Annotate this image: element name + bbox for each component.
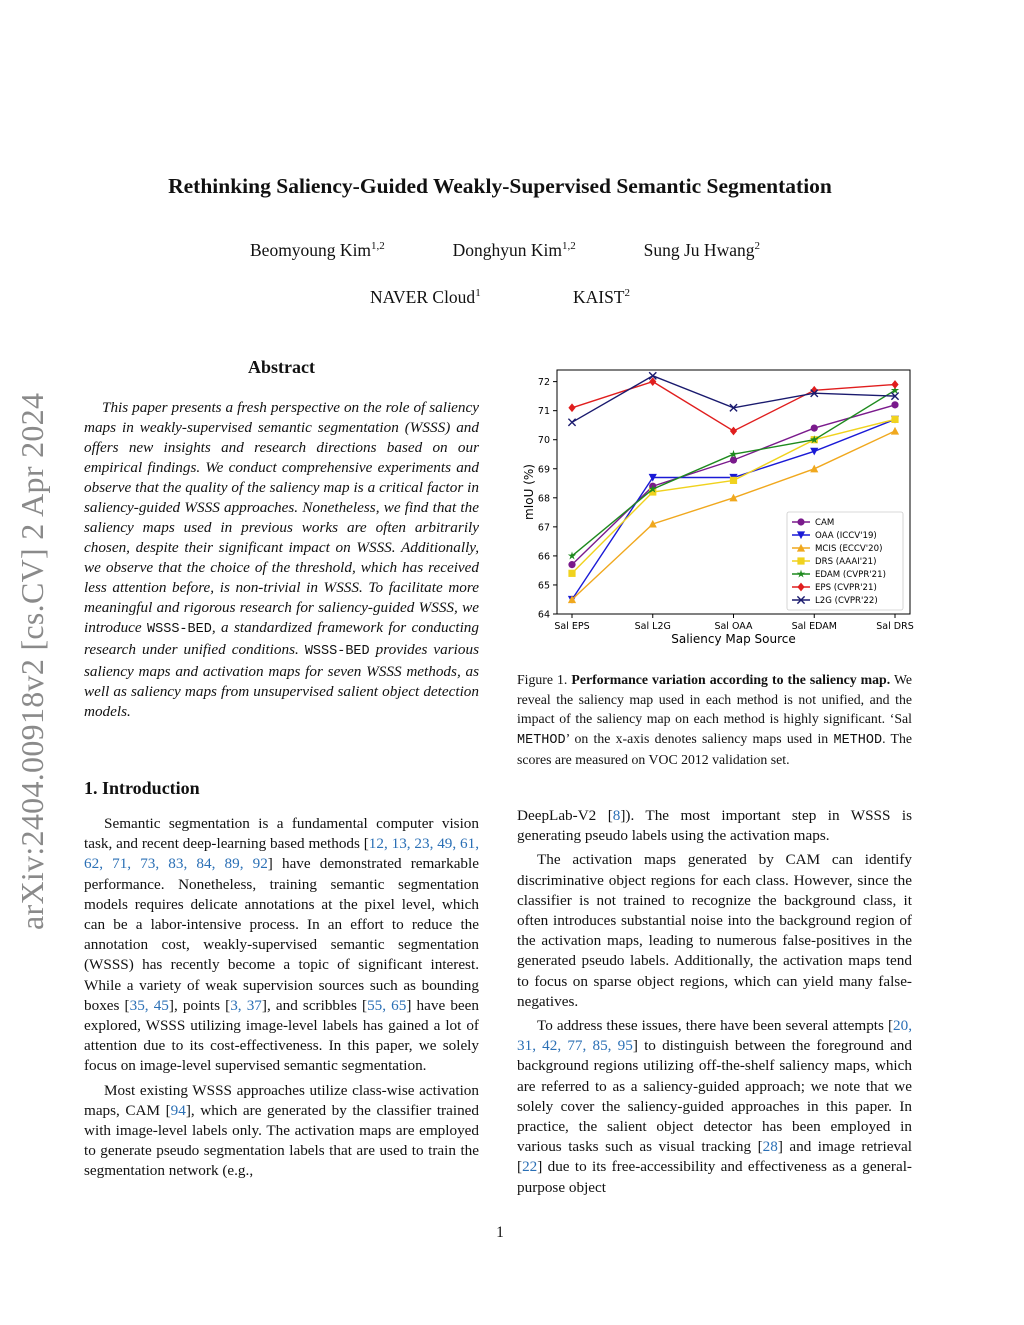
- citation-link[interactable]: 28: [762, 1138, 778, 1156]
- citation-link[interactable]: 12, 13, 23, 49, 61, 62, 71, 73, 83, 84, 89, 92: [84, 835, 479, 873]
- legend-entry: MCIS (ECCV'20): [815, 544, 883, 555]
- data-point-series-6: [568, 419, 575, 426]
- citation-link[interactable]: 20, 31, 42, 77, 85, 95: [517, 1017, 912, 1055]
- y-tick-label: 69: [537, 464, 550, 476]
- right-paragraph-2: The activation maps generated by CAM can identify discriminative object regions for each class. However, since the classifier is not trained to recognize the background class, it often introduces substantial noise into the background region of the activation maps, leading to numerous false-positives in the generated pseudo labels. Additionally, the activation maps tend to focus on sparse object regions, which can yield many false-negatives.: [517, 851, 912, 1010]
- y-tick-label: 66: [537, 551, 550, 563]
- legend-marker: [797, 518, 804, 525]
- paper-title: Rethinking Saliency-Guided Weakly-Supervised Semantic Segmentation: [168, 174, 832, 198]
- legend-entry: DRS (AAAI'21): [815, 557, 877, 568]
- right-paragraph-3: To address these issues, there have been several attempts [20, 31, 42, 77, 85, 95] to distinguish between the foreground and background regions utilizing off-the-shelf saliency maps, which are referred to as a saliency-guided approach; we note that we solely cover the saliency-guided approaches in this paper. In practice, the salient object detector has been employed in various tasks such as visual tracking [28] and image retrieval [22] due to its free-accessibility and effectiveness as a general-purpose object: [517, 1017, 912, 1196]
- affiliation-1: NAVER Cloud$^1$: [370, 287, 481, 307]
- x-tick-label: Sal EPS: [554, 621, 590, 632]
- y-tick-label: 68: [537, 493, 550, 505]
- legend-entry: L2G (CVPR'22): [815, 596, 878, 607]
- affiliation-2: KAIST$^2$: [572, 287, 630, 307]
- data-point-series-5: [568, 403, 575, 412]
- y-tick-label: 71: [537, 406, 550, 418]
- legend-entry: CAM: [815, 518, 835, 529]
- data-point-series-3: [891, 416, 898, 423]
- author-2: Donghyun Kim$^{1,2}$: [452, 240, 576, 260]
- data-point-series-2: [729, 494, 737, 502]
- data-point-series-5: [730, 427, 737, 436]
- x-tick-label: Sal EDAM: [791, 621, 837, 632]
- data-point-series-0: [730, 456, 737, 463]
- x-tick-label: Sal DRS: [876, 621, 914, 632]
- left-column-body: [84, 814, 479, 1186]
- citation-link[interactable]: 94: [170, 1101, 186, 1119]
- legend-entry: OAA (ICCV'19): [815, 531, 877, 542]
- x-tick-label: Sal L2G: [634, 621, 671, 632]
- saliency-line-chart: [517, 362, 917, 652]
- page-number: 1: [496, 1224, 504, 1241]
- abstract-text: This paper presents a fresh perspective on the role of saliency maps in weakly-supervised semantic segmentation (WSSS) and offers new insights and research directions based on our empirical findings. We conduct comprehensive experiments and observe that the quality of the saliency map is a critical factor in saliency-guided WSSS approaches. Nonetheless, we find that the saliency maps used in previous works are often arbitrarily chosen, despite their significant impact on WSSS. Additionally, we observe that the choice of the threshold, which has received less attention before, is non-trivial in WSSS. To facilitate more meaningful and rigorous research for saliency-guided WSSS, we introduce WSSS-BED, a standardized framework for conducting research under unified conditions. WSSS-BED provides various saliency maps and activation maps for seven WSSS methods, as well as saliency maps from unsupervised salient object detection models.: [84, 399, 479, 720]
- citation-link[interactable]: 22: [522, 1158, 538, 1176]
- data-point-series-2: [810, 465, 818, 473]
- data-point-series-5: [891, 380, 898, 389]
- citation-link[interactable]: 3, 37: [230, 996, 262, 1014]
- citation-link[interactable]: 8: [612, 807, 621, 824]
- legend-marker: [797, 557, 804, 564]
- affiliation-list: [370, 287, 630, 308]
- figure-caption: Figure 1. Performance variation according to the saliency map. We reveal the saliency map used in each method is not unified, and the impact of the saliency map on each method is highly significant. ‘Sal METHOD’ on the x-axis denotes saliency maps used in METHOD. The scores are measured on VOC 2012 validation set.: [517, 672, 912, 768]
- intro-paragraph-2: Most existing WSSS approaches utilize class-wise activation maps, CAM [94], which are generated by the classifier trained with image-level labels only. The activation maps are employed to generate pseudo segmentation labels that are used to train the segmentation network (e.g.,: [84, 1081, 479, 1180]
- y-tick-label: 72: [537, 377, 550, 389]
- y-tick-label: 67: [537, 522, 550, 534]
- citation-link[interactable]: 35, 45: [129, 996, 169, 1014]
- legend-entry: EDAM (CVPR'21): [815, 570, 886, 581]
- data-point-series-2: [891, 427, 899, 435]
- data-point-series-3: [568, 570, 575, 577]
- y-tick-label: 70: [537, 435, 550, 447]
- section-heading-introduction: 1. Introduction: [84, 778, 200, 798]
- author-list: [250, 240, 760, 261]
- y-tick-label: 64: [537, 609, 550, 621]
- x-axis-label: Saliency Map Source: [671, 632, 796, 646]
- legend-entry: EPS (CVPR'21): [815, 583, 877, 594]
- data-point-series-0: [811, 424, 818, 431]
- y-axis-label: mIoU (%): [522, 464, 536, 520]
- data-point-series-0: [568, 561, 575, 568]
- citation-link[interactable]: 55, 65: [367, 996, 407, 1014]
- author-1: Beomyoung Kim$^{1,2}$: [250, 240, 385, 260]
- abstract-heading: Abstract: [248, 357, 315, 377]
- right-paragraph-1: DeepLab-V2 [8]). The most important step in WSSS is generating pseudo labels using the activation maps.: [517, 807, 912, 845]
- series-line-5: [572, 382, 895, 431]
- right-column-body: [517, 806, 912, 1202]
- intro-paragraph-1: Semantic segmentation is a fundamental computer vision task, and recent deep-learning based methods [12, 13, 23, 49, 61, 62, 71, 73, 83, 84, 89, 92] have demonstrated remarkable performance. Nonetheless, training semantic segmentation models requires delicate annotations at the pixel level, which can be a labor-intensive process. In an effort to reduce the annotation cost, weakly-supervised semantic segmentation (WSSS) has recently become a topic of significant interest. While a variety of weak supervision sources such as bounding boxes [35, 45], points [3, 37], and scribbles [55, 65] have been explored, WSSS utilizing image-level labels has gained a lot of attention due to its cost-effectiveness. In this paper, we solely focus on image-level supervised semantic segmentation.: [84, 815, 480, 1075]
- series-line-6: [572, 376, 895, 423]
- author-3: Sung Ju Hwang$^2$: [643, 240, 760, 260]
- data-point-series-3: [730, 477, 737, 484]
- data-point-series-0: [891, 401, 898, 408]
- y-tick-label: 65: [537, 580, 550, 592]
- arxiv-identifier: arXiv:2404.00918v2 [cs.CV] 2 Apr 2024: [14, 392, 50, 930]
- x-tick-label: Sal OAA: [714, 621, 753, 632]
